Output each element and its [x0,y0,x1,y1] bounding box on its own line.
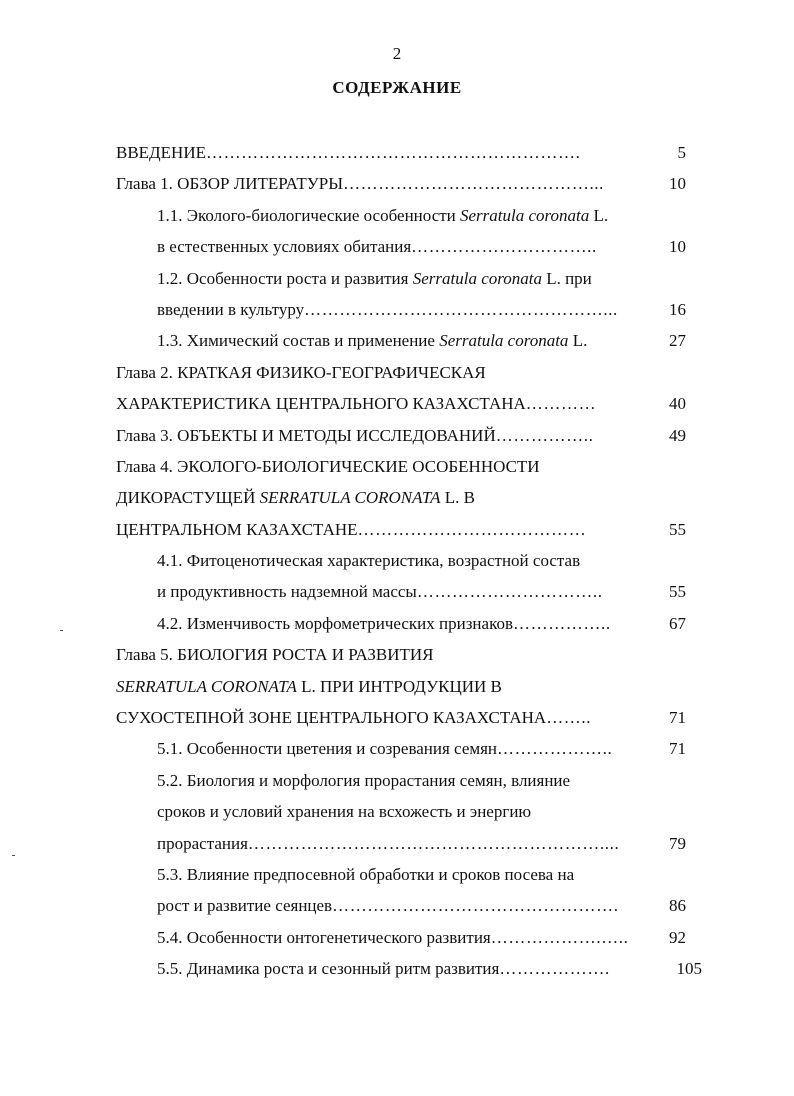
page-number: 2 [392,44,402,63]
toc-entry-title [157,300,304,319]
toc-entry-title [157,206,608,225]
toc-entry [116,801,706,832]
toc-entry-title [157,802,531,821]
toc-entry-text: сроков и условий хранения на всхожесть и энергию [157,802,532,822]
toc-entry-text: ВВЕДЕНИЕ [116,143,206,162]
toc-entry [116,958,706,989]
toc-entry-text: 4.2. Изменчивость морфометрических признаков [157,613,513,633]
toc-entry-page-number: 49 [669,425,686,445]
toc-entry-page-number: 71 [669,708,686,728]
toc-entry-title [157,331,587,350]
toc-entry [116,833,706,864]
toc-entry-text: 1.3. Химический состав и применение [157,331,440,351]
toc-entry-species-name: Serratula coronata [439,331,569,351]
toc-entry-leader-dots: ………… [525,394,597,414]
toc-entry [116,770,706,801]
toc-entry [116,393,706,424]
toc-entry-title [157,237,411,256]
toc-entry-page-number: 5 [677,143,686,162]
toc-entry-text: L. при [541,268,592,288]
toc-entry-page-number: 27 [669,331,686,351]
toc-entry-leader-dots: ………………………….. [416,582,603,602]
toc-entry-title [157,834,248,853]
toc-entry [116,581,706,612]
toc-entry-text: ДИКОРАСТУЩЕЙ [116,488,260,508]
toc-entry-leader-dots: ………………. [499,959,610,979]
scan-mark [12,855,15,856]
toc-entry-leader-dots: ………………………….. [411,237,597,257]
toc-entry-page-number: 92 [669,927,686,947]
toc-entry [116,613,706,644]
toc-entry-title [116,426,496,445]
toc-entry [116,330,706,361]
toc-entry-title [116,394,526,413]
toc-entry-title [116,488,475,507]
toc-entry [116,519,706,550]
toc-entry-species-name: Serratula coronata [412,268,542,288]
toc-entry [116,425,706,456]
toc-entry [116,268,706,299]
toc-entry [116,676,706,707]
toc-entry-leader-dots: ……………….….. [490,927,629,947]
scan-mark [60,630,63,631]
toc-entry-leader-dots: …………………………………………………….... [247,833,620,853]
toc-entry-page-number: 86 [669,896,686,916]
toc-entry-leader-dots: ……………….. [497,739,613,759]
toc-entry-title [116,174,343,193]
toc-entry [116,927,706,958]
toc-entry-title [157,896,332,915]
toc-entry-text: L. ПРИ ИНТРОДУКЦИИ В [296,676,502,696]
toc-entry [116,236,706,267]
table-of-contents [116,142,706,990]
toc-entry-title [116,457,540,476]
toc-entry-leader-dots: …………………………………………. [332,896,619,916]
toc-entry-title [157,928,491,947]
toc-entry-species-name: SERRATULA CORONATA [116,676,297,696]
toc-entry-title [157,551,580,570]
toc-entry-text: ЦЕНТРАЛЬНОМ КАЗАХСТАНЕ [116,519,358,539]
toc-entry-text: Глава 1. ОБЗОР ЛИТЕРАТУРЫ [116,174,344,194]
toc-entry-title [116,363,486,382]
toc-entry [116,895,706,926]
toc-entry-leader-dots: ………………………………………………………. [205,143,581,162]
toc-entry-leader-dots: ……………………………………………... [304,299,618,319]
toc-entry-leader-dots: ………………………………… [357,519,587,539]
toc-entry-title [116,520,358,539]
toc-entry-title [116,143,206,162]
toc-entry-page-number: 55 [669,582,686,602]
toc-entry-title [157,614,513,633]
document-title: СОДЕРЖАНИЕ [332,78,462,97]
toc-entry-page-number: 79 [669,833,686,853]
toc-entry-page-number: 67 [669,613,686,633]
toc-entry-text: 5.5. Динамика роста и сезонный ритм развития [157,959,500,979]
toc-entry-text: и продуктивность надземной массы [157,582,417,602]
toc-entry-text: 4.1. Фитоценотическая характеристика, возрастной состав [157,551,581,571]
toc-entry-leader-dots: …….. [546,708,592,728]
toc-entry [116,487,706,518]
toc-entry [116,362,706,393]
toc-entry-title [157,739,497,758]
toc-entry-title [157,269,592,288]
toc-entry-title [116,677,502,696]
toc-entry-title [116,708,546,727]
toc-entry-page-number: 55 [669,519,686,539]
toc-entry-page-number: 10 [669,237,686,257]
toc-entry [116,707,706,738]
toc-entry-text: 5.2. Биология и морфология прорастания семян, влияние [157,770,571,790]
toc-entry-title [157,582,417,601]
toc-entry-text: 5.1. Особенности цветения и созревания семян [157,739,498,759]
toc-entry-text: СУХОСТЕПНОЙ ЗОНЕ ЦЕНТРАЛЬНОГО КАЗАХСТАНА [116,708,547,728]
toc-entry-text: Глава 5. БИОЛОГИЯ РОСТА И РАЗВИТИЯ [116,645,434,665]
toc-entry-text: Глава 3. ОБЪЕКТЫ И МЕТОДЫ ИССЛЕДОВАНИЙ [116,425,496,445]
toc-entry-text: L. В [440,488,475,508]
toc-entry-species-name: Serratula coronata [460,205,590,225]
toc-entry-page-number: 40 [669,394,686,414]
toc-entry [116,738,706,769]
toc-entry-text: 1.2. Особенности роста и развития [157,268,413,288]
toc-entry-page-number: 105 [676,959,702,979]
toc-entry-page-number: 16 [669,299,686,319]
toc-entry [116,205,706,236]
toc-entry-text: введении в культуру [157,299,305,319]
toc-entry-page-number: 71 [669,739,686,759]
toc-entry-text: 5.3. Влияние предпосевной обработки и сроков посева на [157,864,575,884]
toc-entry-title [157,771,570,790]
toc-entry-text: L. [568,331,588,351]
toc-entry [116,173,706,204]
toc-entry [116,864,706,895]
toc-entry [116,550,706,581]
toc-entry-text: рост и развитие сеянцев [157,896,333,916]
toc-entry [116,456,706,487]
toc-entry-text: L. [589,205,609,225]
toc-entry-title [157,865,574,884]
toc-entry-text: ХАРАКТЕРИСТИКА ЦЕНТРАЛЬНОГО КАЗАХСТАНА [116,394,526,414]
toc-entry-text: в естественных условиях обитания [157,237,412,257]
toc-entry-text: 1.1. Эколого-биологические особенности [157,205,461,225]
toc-entry-page-number: 10 [669,174,686,194]
toc-entry-text: прорастания [157,833,248,853]
toc-entry-leader-dots: …………….. [513,613,611,633]
toc-entry-species-name: SERRATULA CORONATA [259,488,441,508]
toc-entry-leader-dots: ……………………………………... [343,174,605,194]
toc-entry-title [157,959,499,978]
toc-entry-title [116,645,434,664]
toc-entry-text: Глава 2. КРАТКАЯ ФИЗИКО-ГЕОГРАФИЧЕСКАЯ [116,362,486,382]
toc-entry-text: Глава 4. ЭКОЛОГО-БИОЛОГИЧЕСКИЕ ОСОБЕННОСТИ [116,456,540,476]
toc-entry-text: 5.4. Особенности онтогенетического развития [157,927,491,947]
toc-entry-leader-dots: …………….. [495,425,594,445]
toc-entry [116,644,706,675]
toc-entry [116,299,706,330]
toc-entry [116,142,706,173]
